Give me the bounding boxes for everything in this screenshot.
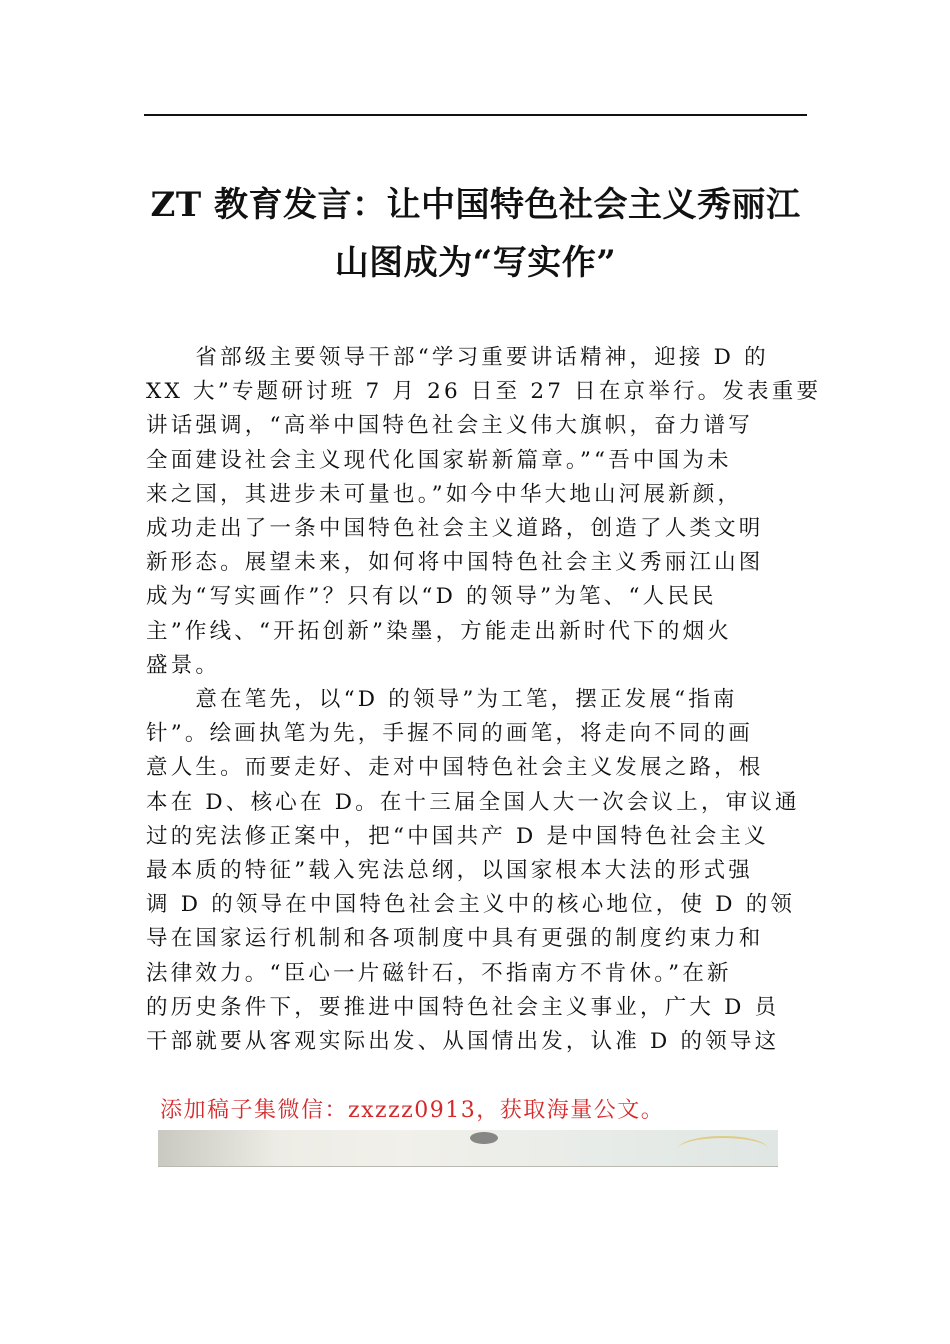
bird-silhouette-icon xyxy=(470,1132,498,1144)
cloud-swirl-icon xyxy=(678,1136,768,1162)
header-rule xyxy=(144,114,807,116)
body-line: 导在国家运行机制和各项制度中具有更强的制度约束力和 xyxy=(146,926,764,952)
body-line: 讲话强调，“高举中国特色社会主义伟大旗帜，奋力谱写 xyxy=(146,413,753,439)
body-line: 省部级主要领导干部“学习重要讲话精神，迎接 D 的 xyxy=(146,345,769,370)
body-line: 全面建设社会主义现代化国家崭新篇章。”“吾中国为未 xyxy=(146,447,732,473)
body-line: 新形态。展望未来，如何将中国特色社会主义秀丽江山图 xyxy=(146,550,764,576)
body-line: 主”作线、“开拓创新”染墨，方能走出新时代下的烟火 xyxy=(146,618,732,644)
body-line: 盛景。 xyxy=(146,652,221,678)
body-line: 意在笔先，以“D 的领导”为工笔，摆正发展“指南 xyxy=(146,687,738,713)
body-line: 成功走出了一条中国特色社会主义道路，创造了人类文明 xyxy=(146,516,764,542)
body-line: 的历史条件下，要推进中国特色社会主义事业，广大 D 员 xyxy=(146,994,780,1020)
title-line: ZT 教育发言：让中国特色社会主义秀丽江 xyxy=(150,185,801,225)
document-body xyxy=(146,341,822,1059)
wechat-promo-note: 添加稿子集微信：zxzzz0913，获取海量公文。 xyxy=(160,1098,665,1123)
decorative-banner-image xyxy=(158,1130,778,1167)
body-line: 本在 D、核心在 D。在十三届全国人大一次会议上，审议通 xyxy=(146,789,800,815)
body-line: 来之国，其进步未可量也。”如今中华大地山河展新颜， xyxy=(146,481,743,507)
body-line: 意人生。而要走好、走对中国特色社会主义发展之路，根 xyxy=(146,755,764,781)
body-line: 最本质的特征”载入宪法总纲，以国家根本大法的形式强 xyxy=(146,858,753,884)
ink-wash-decoration xyxy=(158,1130,278,1166)
title-line: 山图成为“写实作” xyxy=(334,243,617,283)
body-line: XX 大”专题研讨班 7 月 26 日至 27 日在京举行。发表重要 xyxy=(146,379,822,405)
body-line: 过的宪法修正案中，把“中国共产 D 是中国特色社会主义 xyxy=(146,823,769,849)
body-line: 干部就要从客观实际出发、从国情出发，认准 D 的领导这 xyxy=(146,1029,780,1055)
document-title xyxy=(144,176,807,292)
body-line: 针”。绘画执笔为先，手握不同的画笔，将走向不同的画 xyxy=(146,721,753,747)
body-line: 调 D 的领导在中国特色社会主义中的核心地位，使 D 的领 xyxy=(146,892,796,918)
body-line: 法律效力。“臣心一片磁针石，不指南方不肯休。”在新 xyxy=(146,960,732,986)
body-line: 成为“写实画作”？只有以“D 的领导”为笔、“人民民 xyxy=(146,584,717,610)
